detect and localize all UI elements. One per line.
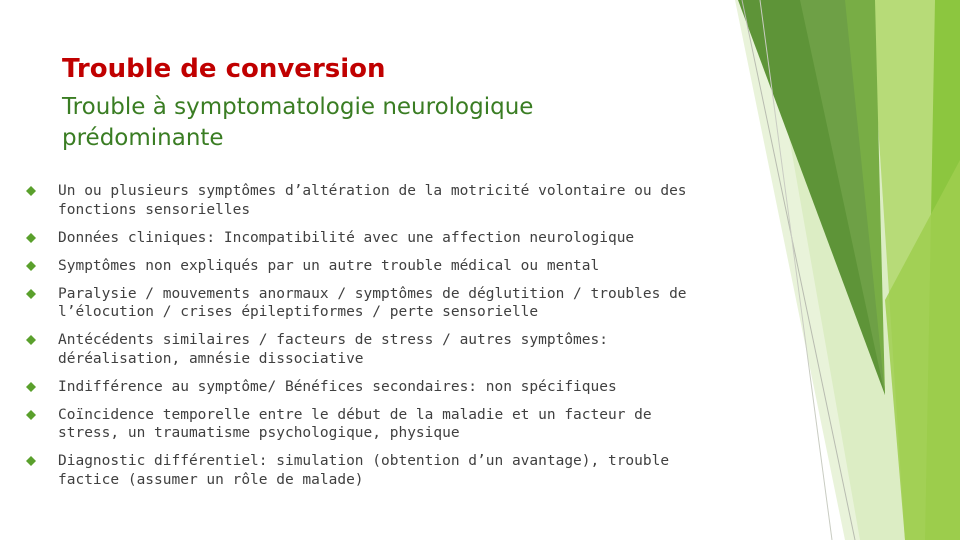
bullet-text: Paralysie / mouvements anormaux / symptômes de déglutition / troubles de l’élocution / crises épileptiformes / perte sensorielle [58,285,687,320]
bullet-text: Un ou plusieurs symptômes d’altération de la motricité volontaire ou des fonctions sensorielles [58,183,687,218]
bullet-item [18,182,708,219]
bullet-item [18,406,708,443]
bullet-text: Coïncidence temporelle entre le début de la maladie et un facteur de stress, un traumatisme psychologique, physique [58,406,652,441]
diamond-icon [26,456,36,466]
diamond-icon [26,186,36,196]
diamond-icon [26,261,36,271]
bullet-list [18,182,708,499]
bullet-text: Symptômes non expliqués par un autre trouble médical ou mental [58,257,600,274]
diamond-icon [26,335,36,345]
bullet-item [18,229,708,248]
bullet-text: Antécédents similaires / facteurs de stress / autres symptômes: déréalisation, amnésie dissociative [58,332,608,367]
slide-subtitle: Trouble à symptomatologie neurologique prédominante [62,94,534,151]
diamond-icon [26,233,36,243]
bullet-item [18,331,708,368]
bullet-text: Diagnostic différentiel: simulation (obtention d’un avantage), trouble factice (assumer un rôle de malade) [58,453,670,488]
bullet-text: Indifférence au symptôme/ Bénéfices secondaires: non spécifiques [58,378,617,395]
bullet-item [18,257,708,276]
diamond-icon [26,382,36,392]
bullet-item [18,285,708,322]
diamond-icon [26,410,36,420]
diamond-icon [26,289,36,299]
slide-title: Trouble de conversion [62,54,386,84]
bullet-item [18,378,708,397]
bullet-item [18,452,708,489]
bullet-text: Données cliniques: Incompatibilité avec une affection neurologique [58,229,635,246]
